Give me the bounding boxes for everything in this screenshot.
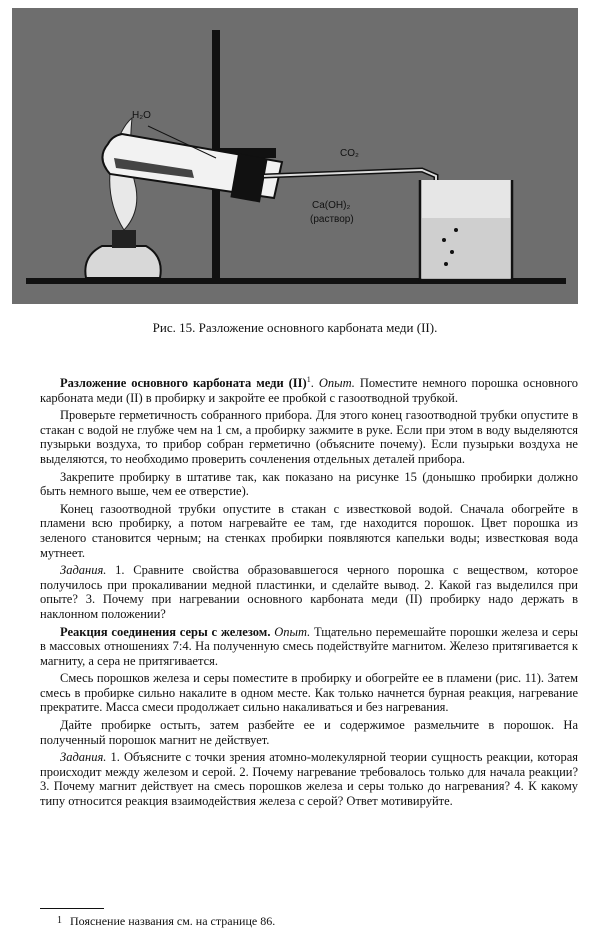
section2-p2: Смесь порошков железа и серы поместите в пробирку и обогрейте ее в пламени (рис. 11). Затем смесь в пробирке сильно накалите в одном месте. Как только начнется бурная реакция, нагревание прекратите. Масса смеси продолжает сильно накаливаться и без нагревания. bbox=[40, 671, 578, 715]
section1-p1: Поместите немного порошка основного карбоната меди (II) в пробирку и закройте ее пробкой с газоотводной трубкой. bbox=[40, 376, 579, 405]
section1-task-label: Задания. bbox=[60, 563, 107, 578]
body-text bbox=[40, 376, 578, 812]
section1-intro: Разложение основного карбоната меди (II)$^1$. Опыт. Поместите немного порошка основного карбоната меди (II) в пробирку и закройте ее пробкой с газоотводной трубкой. bbox=[40, 374, 579, 405]
section2-tasks bbox=[40, 750, 578, 808]
footnote bbox=[40, 914, 560, 928]
section1-tasks-text: 1. Сравните свойства образовавшегося черного порошка с веществом, которое получилось при прокаливании медной пластинки, и сделайте вывод. 2. Какой газ выделился при опыте? 3. Почему при нагревании основного карбоната меди (II) пробирку надо держать в наклонном положении? bbox=[40, 563, 579, 621]
section2-p1: Тщательно перемешайте порошки железа и серы в массовых отношениях 7:4. На полученную смесь подействуйте магнитом. Железо притягивается к магниту, а сера не притягивается. bbox=[40, 624, 578, 668]
footnote-ref: 1 bbox=[306, 374, 311, 384]
section2-exp-label: Опыт. bbox=[274, 624, 311, 639]
section2-title: Реакция соединения серы с железом. bbox=[60, 624, 271, 639]
section1-exp-label: Опыт. bbox=[318, 376, 355, 390]
section2-p3: Дайте пробирке остыть, затем разбейте ее и содержимое размельчите в порошок. На полученный порошок магнит не действует. bbox=[40, 718, 578, 747]
section1-title: Разложение основного карбоната меди (II) bbox=[60, 376, 307, 390]
label-solution: (раствор) bbox=[310, 214, 354, 225]
section1-p3: Закрепите пробирку в штативе так, как показано на рисунке 15 (донышко пробирки должно быть немного выше, чем ее отверстие). bbox=[40, 469, 578, 499]
section1-p2: Проверьте герметичность собранного прибора. Для этого конец газоотводной трубки опустите в стакан с водой не глубже чем на 1 см, а пробирку зажмите в руке. Если при этом в воду выделяются пузырьки воздуха, то прибор собран герметично (объясните почему). Если пузырьки воздуха не выделяются, то необходимо проверить сочленения отдельных деталей прибора. bbox=[40, 408, 578, 466]
section1-p4: Конец газоотводной трубки опустите в стакан с известковой водой. Сначала обогрейте в пламени всю пробирку, а потом нагревайте ее там, где находится порошок. Цвет порошка из зеленого становится черным; на стенках пробирки появляются капельки воды; известковая вода мутнеет. bbox=[40, 501, 578, 560]
section2-task-label: Задания. bbox=[60, 750, 107, 765]
section2-tasks-text: 1. Объясните с точки зрения атомно-молекулярной теории сущность реакции, которая происходит между железом и серой. 2. Почему нагревание требовалось только для начала реакции? 3. Почему магнит действует на смесь порошков железа и серы только до нагревания? 4. К какому типу относится реакция взаимодействия железа с серой? Ответ мотивируйте. bbox=[40, 750, 579, 809]
footnote-text: Пояснение названия см. на странице 86. bbox=[70, 914, 276, 928]
figure-caption: Рис. 15. Разложение основного карбоната меди (II). bbox=[152, 320, 438, 335]
label-co2: CO₂ bbox=[340, 148, 359, 159]
label-h2o: H₂O bbox=[132, 110, 151, 121]
section2-intro bbox=[40, 625, 578, 669]
beaker bbox=[420, 180, 512, 280]
label-caoh2: Ca(OH)₂ bbox=[312, 200, 351, 211]
apparatus-figure bbox=[12, 8, 578, 304]
section1-tasks bbox=[40, 563, 578, 621]
footnote-rule bbox=[40, 908, 104, 909]
footnote-mark: 1 bbox=[57, 915, 62, 926]
